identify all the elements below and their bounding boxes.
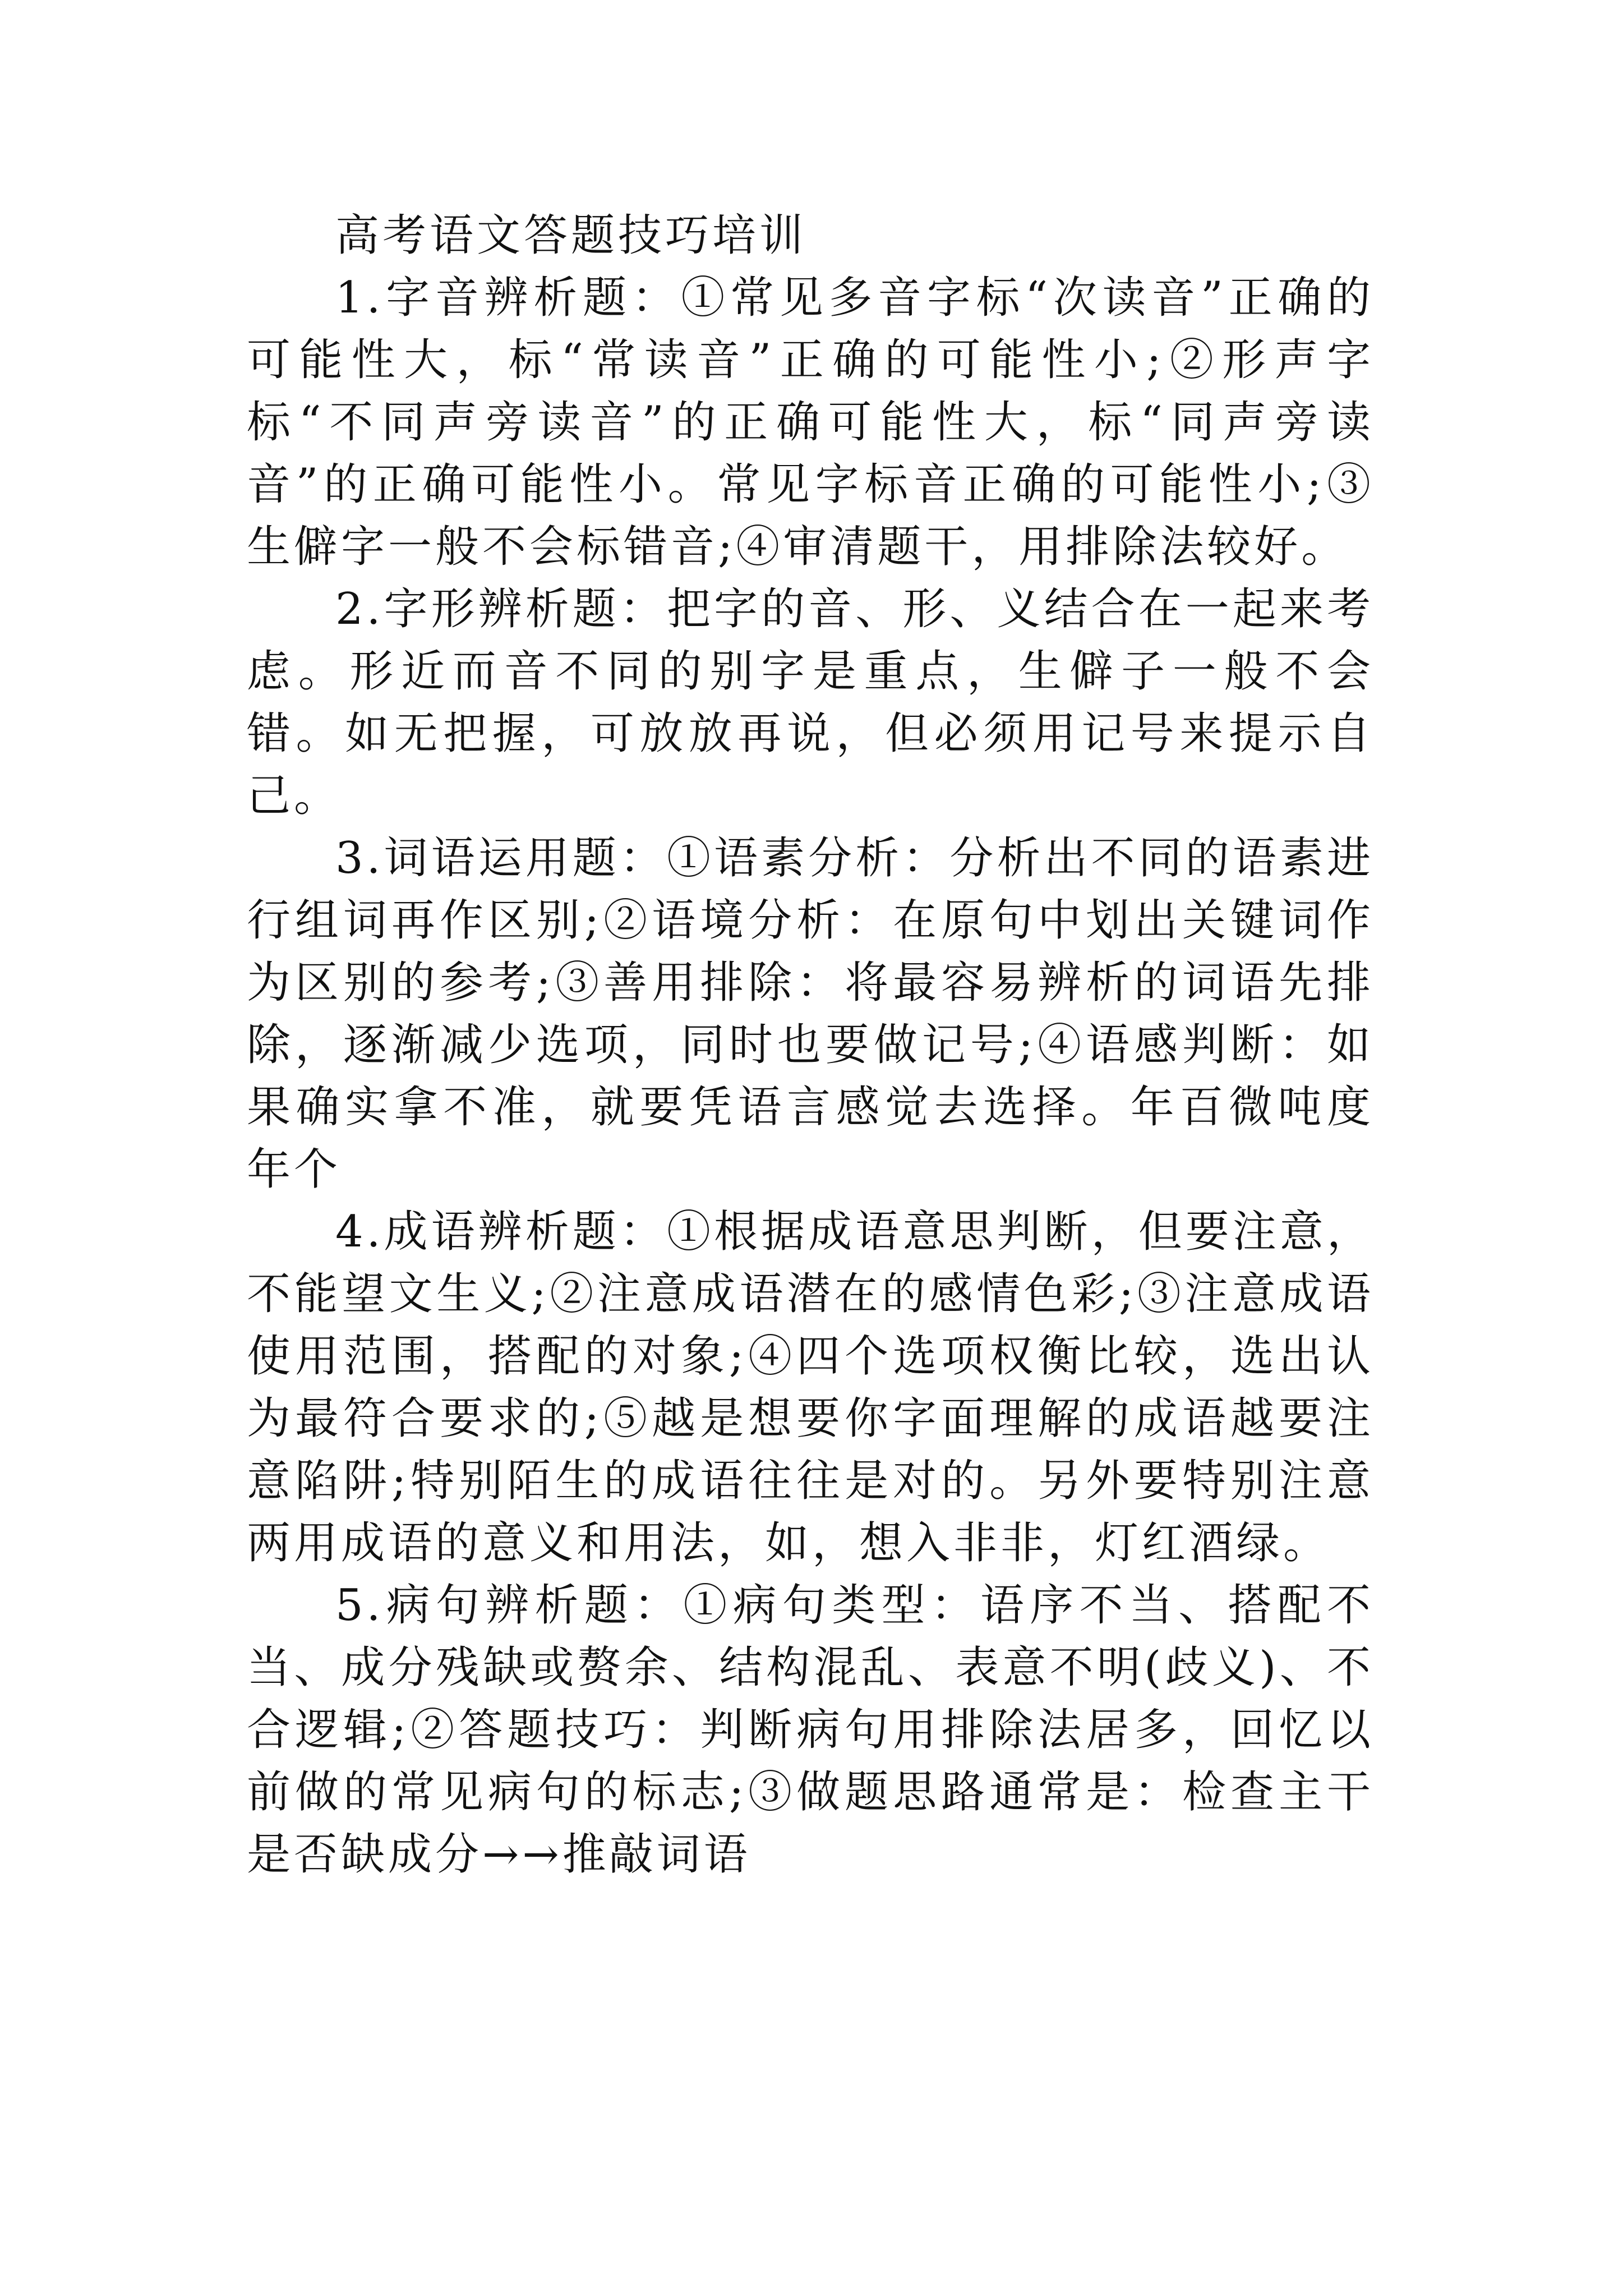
paragraph-1: 1.字音辨析题：①常见多音字标“次读音”正确的可能性大，标“常读音”正确的可能性小;②形声字标“不同声旁读音”的正确可能性大，标“同声旁读音”的正确可能性小。常见字标音正确的可能性小;③生僻字一般不会标错音;④审清题干，用排除法较好。	[247, 273, 1374, 572]
paragraph-2: 2.字形辨析题：把字的音、形、义结合在一起来考虑。形近而音不同的别字是重点，生僻子一般不会错。如无把握，可放放再说，但必须用记号来提示自己。	[247, 584, 1374, 821]
paragraph-3: 3.词语运用题：①语素分析：分析出不同的语素进行组词再作区别;②语境分析：在原句中划出关键词作为区别的参考;③善用排除：将最容易辨析的词语先排除，逐渐减少选项，同时也要做记号;④语感判断：如果确实拿不准，就要凭语言感觉去选择。年百微吨度年个	[247, 833, 1374, 1195]
paragraph-4: 4.成语辨析题：①根据成语意思判断，但要注意，不能望文生义;②注意成语潜在的感情色彩;③注意成语使用范围，搭配的对象;④四个选项权衡比较，选出认为最符合要求的;⑤越是想要你字面理解的成语越要注意陷阱;特别陌生的成语往往是对的。另外要特别注意两用成语的意义和用法，如，想入非非，灯红酒绿。	[247, 1207, 1374, 1568]
document-body	[247, 205, 1374, 1886]
paragraph-5: 5.病句辨析题：①病句类型：语序不当、搭配不当、成分残缺或赘余、结构混乱、表意不明(歧义)、不合逻辑;②答题技巧：判断病句用排除法居多，回忆以前做的常见病句的标志;③做题思路通常是：检查主干是否缺成分→→推敲词语	[247, 1580, 1374, 1880]
document-title: 高考语文答题技巧培训	[335, 210, 807, 261]
